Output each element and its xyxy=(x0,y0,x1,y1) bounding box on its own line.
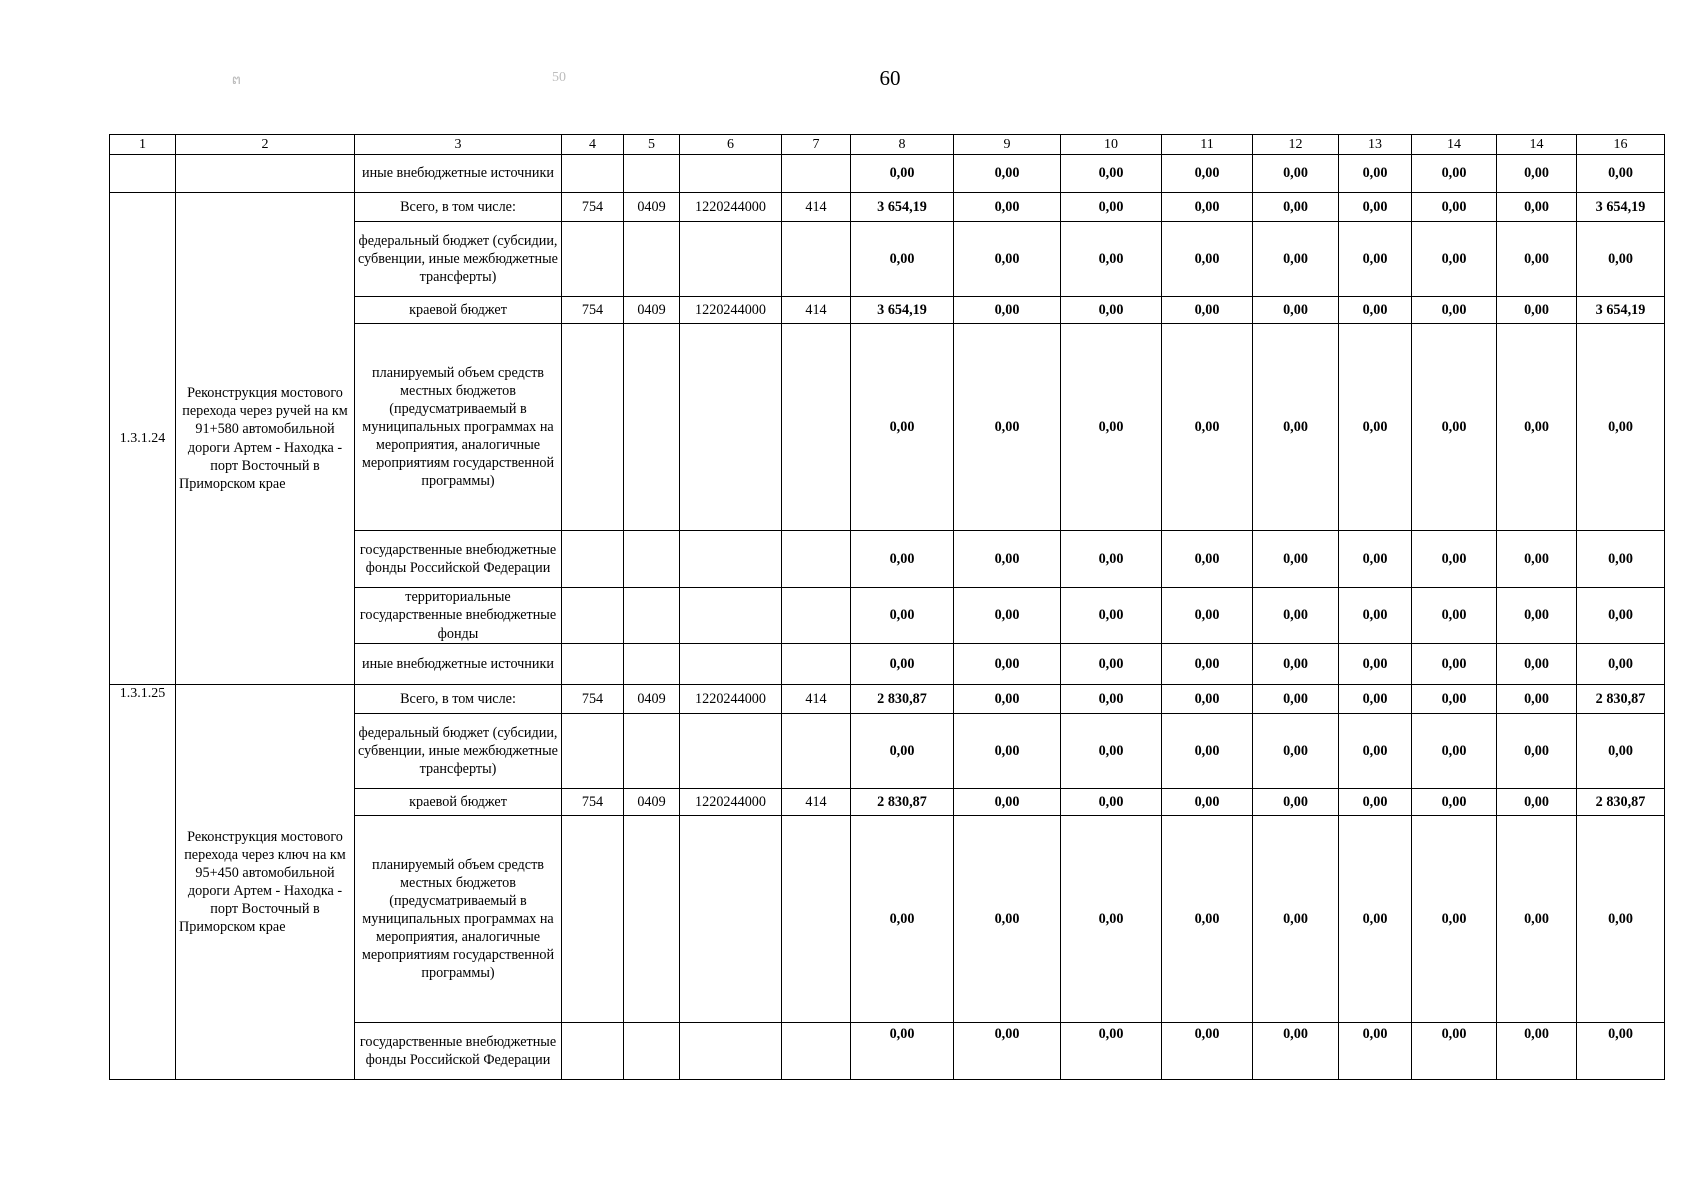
amount-cell: 0,00 xyxy=(1162,193,1253,222)
amount-cell: 0,00 xyxy=(1497,644,1577,685)
column-header: 7 xyxy=(782,135,851,155)
amount-cell: 0,00 xyxy=(1412,155,1497,193)
code-cell xyxy=(782,222,851,297)
amount-cell: 0,00 xyxy=(1497,1023,1577,1080)
amount-cell: 0,00 xyxy=(1412,714,1497,789)
amount-cell: 0,00 xyxy=(1253,644,1339,685)
code-cell xyxy=(562,222,624,297)
code-cell: 414 xyxy=(782,789,851,816)
amount-cell: 0,00 xyxy=(1339,297,1412,324)
amount-cell: 0,00 xyxy=(1162,644,1253,685)
code-cell: 1220244000 xyxy=(680,789,782,816)
amount-cell: 0,00 xyxy=(954,1023,1061,1080)
amount-cell: 0,00 xyxy=(851,155,954,193)
amount-cell: 0,00 xyxy=(1061,685,1162,714)
column-header: 5 xyxy=(624,135,680,155)
amount-cell: 0,00 xyxy=(1497,155,1577,193)
amount-cell: 0,00 xyxy=(1061,155,1162,193)
code-cell: 1220244000 xyxy=(680,193,782,222)
amount-cell: 0,00 xyxy=(1412,644,1497,685)
funding-source: планируемый объем средств местных бюджетов (предусматриваемый в муниципальных программах на мероприятия, аналогичные мероприятиям государственной программы) xyxy=(355,816,562,1023)
code-cell xyxy=(680,816,782,1023)
amount-cell: 0,00 xyxy=(1061,644,1162,685)
amount-cell: 0,00 xyxy=(1412,222,1497,297)
amount-cell: 0,00 xyxy=(1412,685,1497,714)
column-header: 10 xyxy=(1061,135,1162,155)
amount-cell: 0,00 xyxy=(1577,531,1665,588)
amount-cell: 3 654,19 xyxy=(1577,193,1665,222)
page-number: 60 xyxy=(879,66,901,90)
amount-cell: 0,00 xyxy=(1253,324,1339,531)
amount-cell: 0,00 xyxy=(1162,789,1253,816)
code-cell xyxy=(680,324,782,531)
code-cell xyxy=(562,1023,624,1080)
amount-cell: 0,00 xyxy=(1339,155,1412,193)
amount-cell: 0,00 xyxy=(1339,193,1412,222)
code-cell: 414 xyxy=(782,297,851,324)
amount-cell: 2 830,87 xyxy=(851,685,954,714)
code-cell xyxy=(562,588,624,644)
code-cell: 0409 xyxy=(624,789,680,816)
amount-cell: 0,00 xyxy=(1412,193,1497,222)
amount-cell: 0,00 xyxy=(954,714,1061,789)
column-header: 4 xyxy=(562,135,624,155)
funding-source: Всего, в том числе: xyxy=(355,685,562,714)
amount-cell: 0,00 xyxy=(1497,222,1577,297)
project-name-cell: Реконструкция мостового перехода через ключ на км 95+450 автомобильной дороги Артем - Находка - порт Восточный в Приморском крае xyxy=(176,685,355,1080)
amount-cell: 0,00 xyxy=(1497,531,1577,588)
amount-cell: 0,00 xyxy=(1497,324,1577,531)
margin-mark: ຕ xyxy=(232,73,241,88)
code-cell xyxy=(782,1023,851,1080)
amount-cell: 0,00 xyxy=(1577,324,1665,531)
amount-cell: 0,00 xyxy=(1162,531,1253,588)
code-cell xyxy=(624,588,680,644)
amount-cell: 0,00 xyxy=(1162,588,1253,644)
amount-cell: 0,00 xyxy=(1253,685,1339,714)
amount-cell: 0,00 xyxy=(1253,222,1339,297)
funding-source: краевой бюджет xyxy=(355,297,562,324)
amount-cell: 0,00 xyxy=(851,531,954,588)
amount-cell: 0,00 xyxy=(851,714,954,789)
amount-cell: 0,00 xyxy=(851,324,954,531)
code-cell xyxy=(680,644,782,685)
code-cell xyxy=(624,644,680,685)
code-cell xyxy=(680,531,782,588)
amount-cell: 0,00 xyxy=(1061,588,1162,644)
code-cell: 414 xyxy=(782,685,851,714)
code-cell: 1220244000 xyxy=(680,297,782,324)
row-id-cell: 1.3.1.25 xyxy=(110,685,176,1080)
amount-cell: 0,00 xyxy=(851,1023,954,1080)
code-cell xyxy=(680,714,782,789)
id-cell xyxy=(110,155,176,193)
funding-source: государственные внебюджетные фонды Российской Федерации xyxy=(355,1023,562,1080)
amount-cell: 0,00 xyxy=(1061,297,1162,324)
amount-cell: 0,00 xyxy=(1412,816,1497,1023)
amount-cell: 0,00 xyxy=(1253,531,1339,588)
code-cell xyxy=(562,531,624,588)
code-cell: 754 xyxy=(562,297,624,324)
amount-cell: 0,00 xyxy=(1497,789,1577,816)
code-cell xyxy=(782,531,851,588)
code-cell: 754 xyxy=(562,193,624,222)
amount-cell: 0,00 xyxy=(1061,816,1162,1023)
amount-cell: 0,00 xyxy=(1412,789,1497,816)
table-row xyxy=(110,685,1665,714)
amount-cell: 0,00 xyxy=(851,644,954,685)
code-cell xyxy=(782,816,851,1023)
code-cell xyxy=(562,324,624,531)
amount-cell: 0,00 xyxy=(1253,714,1339,789)
amount-cell: 0,00 xyxy=(1339,644,1412,685)
column-header: 12 xyxy=(1253,135,1339,155)
table-row xyxy=(110,155,1665,193)
code-cell xyxy=(562,714,624,789)
amount-cell: 0,00 xyxy=(1253,789,1339,816)
code-cell: 0409 xyxy=(624,297,680,324)
name-cell xyxy=(176,155,355,193)
table-header-row xyxy=(110,135,1665,155)
amount-cell: 0,00 xyxy=(1497,685,1577,714)
amount-cell: 0,00 xyxy=(954,193,1061,222)
amount-cell: 0,00 xyxy=(1412,1023,1497,1080)
amount-cell: 0,00 xyxy=(954,324,1061,531)
code-cell xyxy=(782,324,851,531)
amount-cell: 0,00 xyxy=(851,222,954,297)
budget-table xyxy=(109,134,1665,1080)
amount-cell: 0,00 xyxy=(1162,714,1253,789)
amount-cell: 0,00 xyxy=(1253,193,1339,222)
code-cell xyxy=(624,714,680,789)
amount-cell: 0,00 xyxy=(1162,685,1253,714)
amount-cell: 0,00 xyxy=(1253,297,1339,324)
amount-cell: 0,00 xyxy=(1061,193,1162,222)
amount-cell: 0,00 xyxy=(1577,816,1665,1023)
funding-source: федеральный бюджет (субсидии, субвенции, иные межбюджетные трансферты) xyxy=(355,714,562,789)
margin-mark: 50 xyxy=(552,70,566,85)
amount-cell: 0,00 xyxy=(954,816,1061,1023)
amount-cell: 0,00 xyxy=(954,297,1061,324)
column-header: 2 xyxy=(176,135,355,155)
amount-cell: 0,00 xyxy=(1339,789,1412,816)
amount-cell: 3 654,19 xyxy=(851,193,954,222)
column-header: 3 xyxy=(355,135,562,155)
amount-cell: 0,00 xyxy=(1162,816,1253,1023)
amount-cell: 0,00 xyxy=(1497,714,1577,789)
amount-cell: 2 830,87 xyxy=(1577,789,1665,816)
amount-cell: 0,00 xyxy=(1412,324,1497,531)
column-header: 11 xyxy=(1162,135,1253,155)
amount-cell: 0,00 xyxy=(1253,588,1339,644)
funding-source: Всего, в том числе: xyxy=(355,193,562,222)
amount-cell: 0,00 xyxy=(1577,155,1665,193)
column-header: 6 xyxy=(680,135,782,155)
column-header: 14 xyxy=(1412,135,1497,155)
amount-cell: 0,00 xyxy=(1497,297,1577,324)
code-cell xyxy=(624,324,680,531)
amount-cell: 0,00 xyxy=(1061,324,1162,531)
amount-cell: 0,00 xyxy=(1162,324,1253,531)
column-header: 13 xyxy=(1339,135,1412,155)
amount-cell: 0,00 xyxy=(1339,531,1412,588)
code-cell xyxy=(680,222,782,297)
funding-source: планируемый объем средств местных бюджетов (предусматриваемый в муниципальных программах на мероприятия, аналогичные мероприятиям государственной программы) xyxy=(355,324,562,531)
code-cell xyxy=(782,644,851,685)
amount-cell: 0,00 xyxy=(851,816,954,1023)
amount-cell: 0,00 xyxy=(1577,222,1665,297)
code-cell: 754 xyxy=(562,789,624,816)
funding-source: иные внебюджетные источники xyxy=(355,155,562,193)
amount-cell: 0,00 xyxy=(1339,685,1412,714)
code-cell: 754 xyxy=(562,685,624,714)
funding-source: территориальные государственные внебюджетные фонды xyxy=(355,588,562,644)
amount-cell: 0,00 xyxy=(1497,193,1577,222)
amount-cell: 0,00 xyxy=(1253,155,1339,193)
amount-cell: 0,00 xyxy=(1061,531,1162,588)
column-header: 9 xyxy=(954,135,1061,155)
code-cell xyxy=(562,155,624,193)
amount-cell: 0,00 xyxy=(954,531,1061,588)
amount-cell: 0,00 xyxy=(1061,1023,1162,1080)
amount-cell: 0,00 xyxy=(1162,297,1253,324)
code-cell xyxy=(782,588,851,644)
amount-cell: 0,00 xyxy=(954,789,1061,816)
amount-cell: 0,00 xyxy=(954,588,1061,644)
code-cell xyxy=(562,816,624,1023)
amount-cell: 0,00 xyxy=(851,588,954,644)
amount-cell: 2 830,87 xyxy=(851,789,954,816)
amount-cell: 0,00 xyxy=(1577,1023,1665,1080)
amount-cell: 0,00 xyxy=(1339,588,1412,644)
funding-source: иные внебюджетные источники xyxy=(355,644,562,685)
code-cell xyxy=(624,155,680,193)
code-cell: 0409 xyxy=(624,193,680,222)
amount-cell: 0,00 xyxy=(1339,222,1412,297)
amount-cell: 0,00 xyxy=(1339,714,1412,789)
amount-cell: 3 654,19 xyxy=(1577,297,1665,324)
amount-cell: 0,00 xyxy=(1162,222,1253,297)
amount-cell: 0,00 xyxy=(1412,531,1497,588)
code-cell xyxy=(624,816,680,1023)
amount-cell: 0,00 xyxy=(954,155,1061,193)
amount-cell: 0,00 xyxy=(954,685,1061,714)
funding-source: федеральный бюджет (субсидии, субвенции, иные межбюджетные трансферты) xyxy=(355,222,562,297)
code-cell xyxy=(782,714,851,789)
amount-cell: 3 654,19 xyxy=(851,297,954,324)
column-header: 8 xyxy=(851,135,954,155)
amount-cell: 0,00 xyxy=(1339,816,1412,1023)
amount-cell: 0,00 xyxy=(1162,1023,1253,1080)
amount-cell: 0,00 xyxy=(1061,222,1162,297)
amount-cell: 0,00 xyxy=(1577,714,1665,789)
code-cell xyxy=(782,155,851,193)
amount-cell: 0,00 xyxy=(1061,789,1162,816)
code-cell xyxy=(624,531,680,588)
code-cell: 414 xyxy=(782,193,851,222)
amount-cell: 0,00 xyxy=(1412,297,1497,324)
amount-cell: 0,00 xyxy=(1497,816,1577,1023)
amount-cell: 0,00 xyxy=(1253,816,1339,1023)
amount-cell: 2 830,87 xyxy=(1577,685,1665,714)
code-cell xyxy=(624,1023,680,1080)
funding-source: краевой бюджет xyxy=(355,789,562,816)
funding-source: государственные внебюджетные фонды Российской Федерации xyxy=(355,531,562,588)
code-cell xyxy=(680,155,782,193)
amount-cell: 0,00 xyxy=(1339,324,1412,531)
column-header: 1 xyxy=(110,135,176,155)
project-name-cell: Реконструкция мостового перехода через ручей на км 91+580 автомобильной дороги Артем - Находка - порт Восточный в Приморском крае xyxy=(176,193,355,685)
amount-cell: 0,00 xyxy=(954,222,1061,297)
amount-cell: 0,00 xyxy=(954,644,1061,685)
amount-cell: 0,00 xyxy=(1253,1023,1339,1080)
code-cell xyxy=(680,1023,782,1080)
amount-cell: 0,00 xyxy=(1497,588,1577,644)
code-cell: 1220244000 xyxy=(680,685,782,714)
column-header: 14 xyxy=(1497,135,1577,155)
column-header: 16 xyxy=(1577,135,1665,155)
amount-cell: 0,00 xyxy=(1061,714,1162,789)
amount-cell: 0,00 xyxy=(1412,588,1497,644)
code-cell xyxy=(624,222,680,297)
code-cell xyxy=(562,644,624,685)
amount-cell: 0,00 xyxy=(1577,588,1665,644)
code-cell xyxy=(680,588,782,644)
amount-cell: 0,00 xyxy=(1162,155,1253,193)
code-cell: 0409 xyxy=(624,685,680,714)
amount-cell: 0,00 xyxy=(1339,1023,1412,1080)
row-id-cell: 1.3.1.24 xyxy=(110,193,176,685)
amount-cell: 0,00 xyxy=(1577,644,1665,685)
table-row xyxy=(110,193,1665,222)
